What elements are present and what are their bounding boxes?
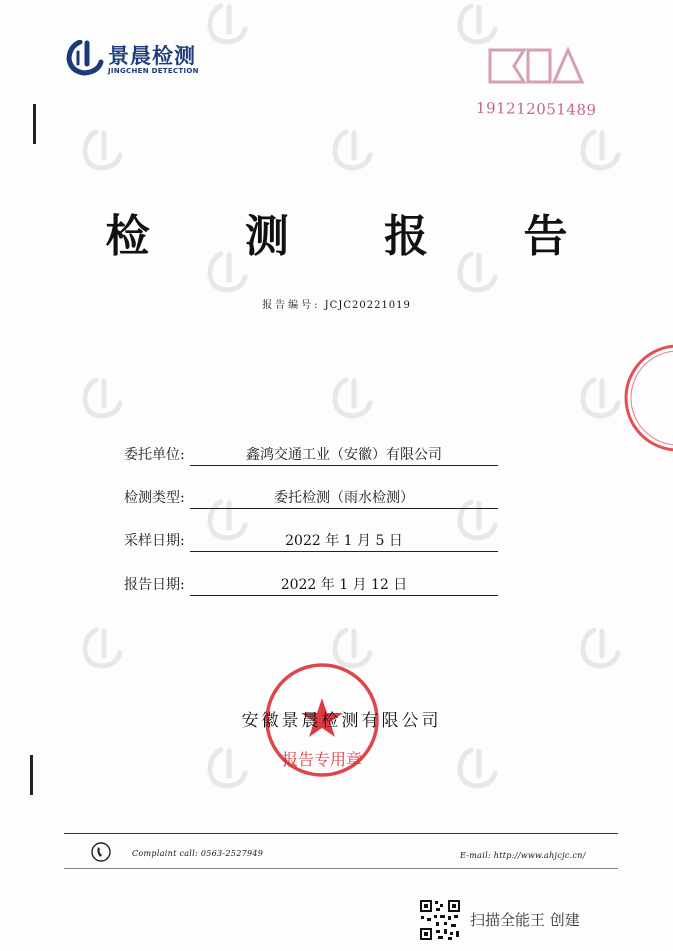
field-sampling-date bbox=[124, 530, 498, 552]
phone-icon bbox=[90, 841, 112, 863]
field-underline bbox=[190, 551, 498, 552]
field-test-type bbox=[124, 487, 498, 509]
field-value: 委托检测（雨水检测） bbox=[274, 490, 414, 506]
complaint-phone: Complaint call: 0563-2527949 bbox=[132, 849, 264, 858]
field-value: 2022 年 1 月 12 日 bbox=[280, 577, 408, 593]
cma-stamp-icon bbox=[484, 42, 588, 90]
field-report-date bbox=[124, 574, 498, 596]
qr-code-icon bbox=[418, 898, 462, 942]
field-label: 检测类型: bbox=[124, 490, 185, 506]
jingchen-watermark-icon bbox=[80, 626, 124, 670]
binding-mark-bottom bbox=[30, 755, 33, 795]
logo-english-name: JINGCHEN DETECTION bbox=[108, 67, 199, 75]
binding-mark-top bbox=[33, 104, 36, 144]
jingchen-watermark-icon bbox=[455, 2, 499, 46]
jingchen-watermark-icon bbox=[330, 376, 374, 420]
jingchen-logo-icon bbox=[66, 40, 104, 76]
report-number-line bbox=[0, 296, 673, 311]
report-number: JCJC20221019 bbox=[324, 300, 411, 311]
field-client bbox=[124, 444, 498, 466]
field-label: 报告日期: bbox=[124, 577, 185, 593]
field-value: 鑫鸿交通工业（安徽）有限公司 bbox=[246, 447, 442, 463]
scanner-app-credit: 扫描全能王 创建 bbox=[470, 911, 580, 929]
jingchen-watermark-icon bbox=[578, 626, 622, 670]
seal-text: 报告专用章 bbox=[281, 750, 363, 769]
cma-number: 191212051489 bbox=[475, 98, 597, 120]
footer-divider-lower bbox=[64, 868, 618, 869]
side-seal-stamp-icon bbox=[616, 338, 673, 458]
jingchen-watermark-icon bbox=[455, 746, 499, 790]
jingchen-watermark-icon bbox=[205, 746, 249, 790]
field-value: 2022 年 1 月 5 日 bbox=[285, 533, 403, 549]
footer-divider bbox=[64, 833, 618, 834]
jingchen-watermark-icon bbox=[578, 128, 622, 172]
jingchen-watermark-icon bbox=[330, 128, 374, 172]
field-underline bbox=[190, 595, 498, 596]
logo-chinese-name: 景晨检测 bbox=[108, 44, 196, 68]
field-underline bbox=[190, 465, 498, 466]
report-number-label: 报告编号: bbox=[262, 300, 321, 311]
contact-website: E-mail: http://www.ahjcjc.cn/ bbox=[460, 851, 586, 860]
issuing-company: 安徽景晨检测有限公司 bbox=[241, 711, 442, 731]
company-logo bbox=[66, 40, 216, 80]
jingchen-watermark-icon bbox=[80, 128, 124, 172]
report-title: 检 测 报 告 bbox=[105, 211, 608, 262]
field-underline bbox=[190, 508, 498, 509]
field-label: 采样日期: bbox=[124, 533, 185, 549]
field-label: 委托单位: bbox=[124, 447, 185, 463]
jingchen-watermark-icon bbox=[80, 376, 124, 420]
